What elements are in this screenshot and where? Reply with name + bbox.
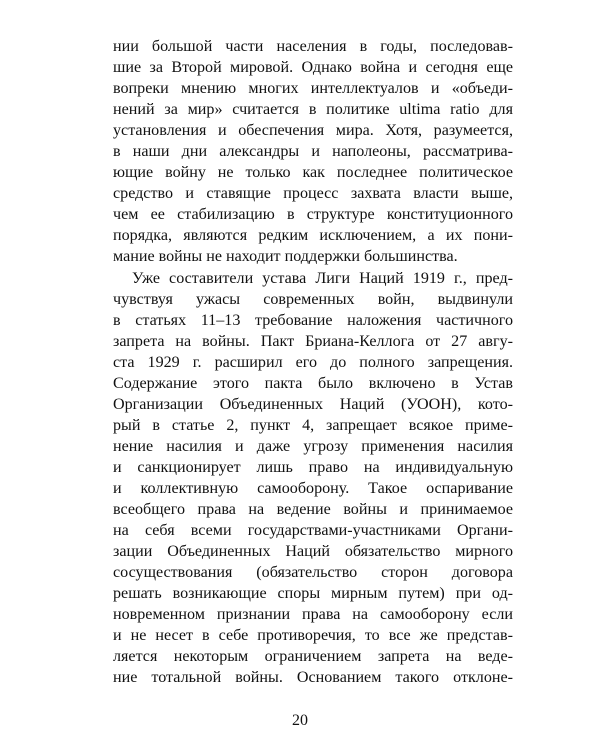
- text-line: решать возникающие споры мирным путем) при од-: [113, 585, 513, 603]
- text-line: и коллективную самооборону. Такое оспаривание: [113, 479, 513, 497]
- paragraph-first-line: Уже составители устава Лиги Наций 1919 г., пред-: [132, 269, 513, 287]
- text-line: сосуществования (обязательство сторон договора: [113, 564, 513, 582]
- text-line: установления и обеспечения мира. Хотя, разумеется,: [113, 122, 513, 140]
- body-text: [113, 36, 513, 688]
- text-line: ста 1929 г. расширил его до полного запрещения.: [113, 353, 513, 371]
- text-line: нений за мир» считается в политике ultima ratio для: [113, 101, 513, 119]
- text-line: чем ее стабилизацию в структуре конституционного: [113, 206, 513, 224]
- text-line: Содержание этого пакта было включено в Устав: [113, 374, 513, 392]
- text-line: ющие войну не только как последнее политическое: [113, 164, 513, 182]
- text-line: нение насилия и даже угрозу применения насилия: [113, 437, 513, 455]
- text-line: запрета на войны. Пакт Бриана-Келлога от 27 авгу-: [113, 332, 513, 350]
- text-line: ляется некоторым ограничением запрета на веде-: [113, 648, 513, 666]
- text-line: вопреки мнению многих интеллектуалов и «объеди-: [113, 80, 513, 98]
- text-line: в статьях 11–13 требование наложения частичного: [113, 311, 513, 329]
- text-line: рый в статье 2, пункт 4, запрещает всякое приме-: [113, 416, 513, 434]
- page-number: 20: [292, 712, 308, 729]
- paragraph-end-line: мание войны не находит поддержки большинства.: [113, 248, 458, 266]
- text-line: всеобщего права на ведение войны и принимаемое: [113, 501, 513, 519]
- text-line: новременном признании права на самооборону если: [113, 606, 513, 624]
- text-line: и не несет в себе противоречия, то все же представ-: [113, 627, 513, 645]
- text-line: чувствуя ужасы современных войн, выдвинули: [113, 290, 513, 308]
- text-line: и санкционирует лишь право на индивидуальную: [113, 458, 513, 476]
- text-line: на себя всеми государствами-участниками Органи-: [113, 522, 513, 540]
- text-line: шие за Второй мировой. Однако война и сегодня еще: [113, 59, 513, 77]
- text-line: порядка, являются редким исключением, а их пони-: [113, 227, 513, 245]
- text-line: нии большой части населения в годы, последовав-: [113, 38, 513, 55]
- text-line: Организации Объединенных Наций (УООН), кото-: [113, 395, 513, 413]
- text-line: в наши дни александры и наполеоны, рассматрива-: [113, 143, 513, 161]
- text-line: средство и ставящие процесс захвата власти выше,: [113, 185, 513, 203]
- text-line: зации Объединенных Наций обязательство мирного: [113, 543, 513, 561]
- text-line: ние тотальной войны. Основанием такого отклоне-: [113, 669, 513, 687]
